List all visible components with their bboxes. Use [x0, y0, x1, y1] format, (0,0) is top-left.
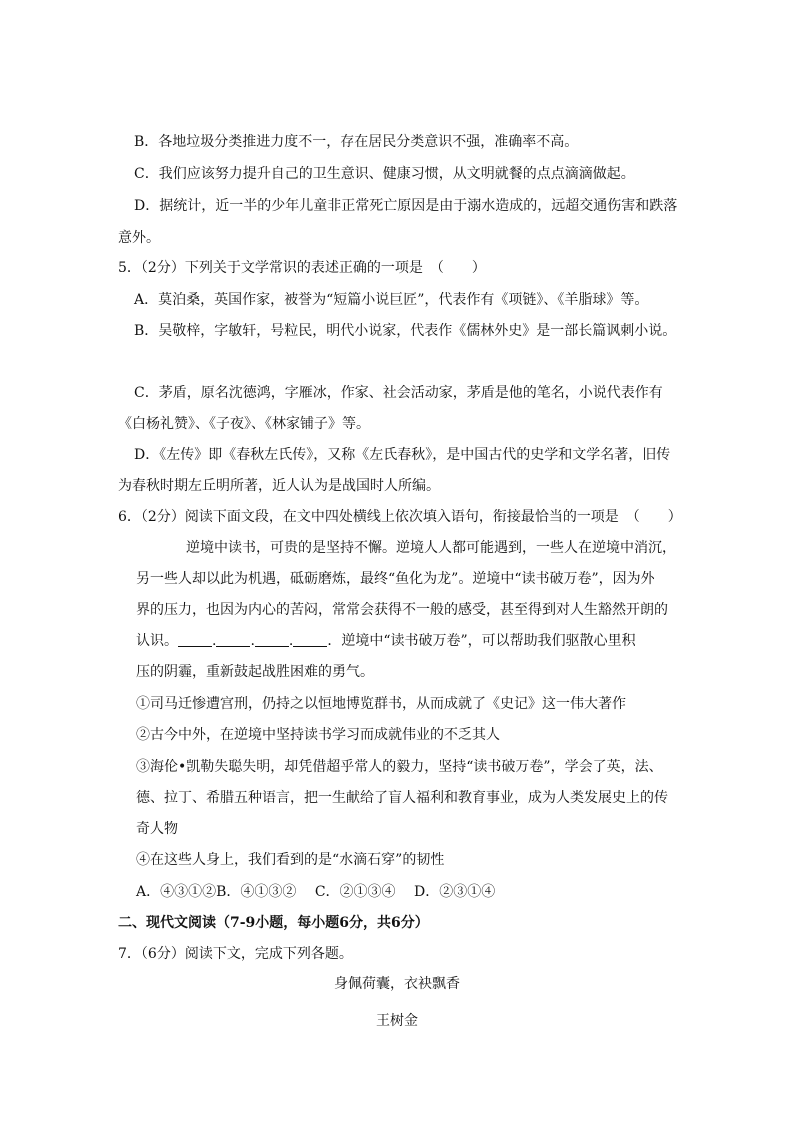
q5-option-d-line1: D．《左传》即《春秋左氏传》，又称《左氏春秋》，是中国古代的史学和文学名著，旧传 [134, 447, 671, 463]
q5-stem: 5．（2分）下列关于文学常识的表述正确的一项是 （ ） [118, 260, 486, 276]
q6-passage-line2: 另一些人却以此为机遇，砥砺磨炼，最终“鱼化为龙”。逆境中“读书破万卷”，因为外 [136, 571, 655, 587]
blank-separator: . [250, 633, 255, 649]
q6-options: A．④③①②B．④①③② C．②①③④ D．②③①④ [136, 884, 496, 900]
q4-option-d-line1: D．据统计，近一半的少年儿童非正常死亡原因是由于溺水造成的，远超交通伤害和跌落 [134, 198, 678, 214]
passage-text: ．逆境中“读书破万卷”，可以帮助我们驱散心里积 [327, 633, 636, 649]
q4-option-c: C．我们应该努力提升自己的卫生意识、健康习惯，从文明就餐的点点滴滴做起。 [134, 166, 635, 182]
q6-sentence-4: ④在这些人身上，我们看到的是“水滴石穿”的韧性 [136, 852, 445, 868]
q6-stem: 6．（2分）阅读下面文段，在文中四处横线上依次填入语句，衔接最恰当的一项是 （ ） [118, 509, 682, 525]
blank-separator: . [212, 633, 217, 649]
q7-stem: 7．（6分）阅读下文，完成下列各题。 [118, 946, 353, 962]
article-author: 王树金 [376, 1013, 418, 1029]
blank-separator: . [288, 633, 294, 649]
passage-text: 认识。 [136, 633, 178, 649]
fill-blank-2 [216, 632, 250, 647]
fill-blank-1 [178, 632, 212, 647]
q5-option-d-line2: 为春秋时期左丘明所著，近人认为是战国时人所编。 [118, 478, 440, 494]
q6-passage-line4 [136, 631, 636, 651]
q5-option-c-line2: 《白杨礼赞》、《子夜》、《林家铺子》等。 [118, 416, 370, 432]
q5-option-b: B．吴敬梓，字敏轩，号粒民，明代小说家，代表作《儒林外史》是一部长篇讽刺小说。 [134, 323, 677, 339]
q6-passage-line5: 压的阴霾，重新鼓起战胜困难的勇气。 [136, 664, 374, 680]
article-title: 身佩荷囊，衣袂飘香 [334, 976, 460, 992]
fill-blank-3 [255, 632, 289, 647]
q6-sentence-1: ①司马迁惨遭宫刑，仍持之以恒地博览群书，从而成就了《史记》这一伟大著作 [136, 696, 626, 712]
q6-sentence-3-line1: ③海伦•凯勒失聪失明，却凭借超乎常人的毅力，坚持“读书破万卷”，学会了英，法、 [136, 759, 663, 775]
q5-option-c-line1: C．茅盾，原名沈德鸿，字雁冰，作家、社会活动家，茅盾是他的笔名，小说代表作有 [134, 385, 663, 401]
section-heading: 二、现代文阅读（7-9小题，每小题6分，共6分） [118, 915, 429, 931]
q6-sentence-2: ②古今中外，在逆境中坚持读书学习而成就伟业的不乏其人 [136, 727, 500, 743]
q4-option-b: B．各地垃圾分类推进力度不一，存在居民分类意识不强，准确率不高。 [134, 134, 579, 150]
q5-option-a: A．莫泊桑，英国作家，被誉为“短篇小说巨匠”，代表作有《项链》、《羊脂球》等。 [134, 292, 649, 308]
q6-sentence-3-line3: 奇人物 [136, 821, 178, 837]
q4-option-d-line2: 意外。 [118, 230, 160, 246]
q6-sentence-3-line2: 德、拉丁、希腊五种语言，把一生献给了盲人福利和教育事业，成为人类发展史上的传 [136, 790, 668, 806]
q6-passage-line1: 逆境中读书，可贵的是坚持不懈。逆境人人都可能遇到，一些人在逆境中消沉， [186, 540, 676, 556]
fill-blank-4 [293, 632, 327, 647]
q6-passage-line3: 界的压力，也因为内心的苦闷，常常会获得不一般的感受，甚至得到对人生豁然开朗的 [136, 602, 668, 618]
